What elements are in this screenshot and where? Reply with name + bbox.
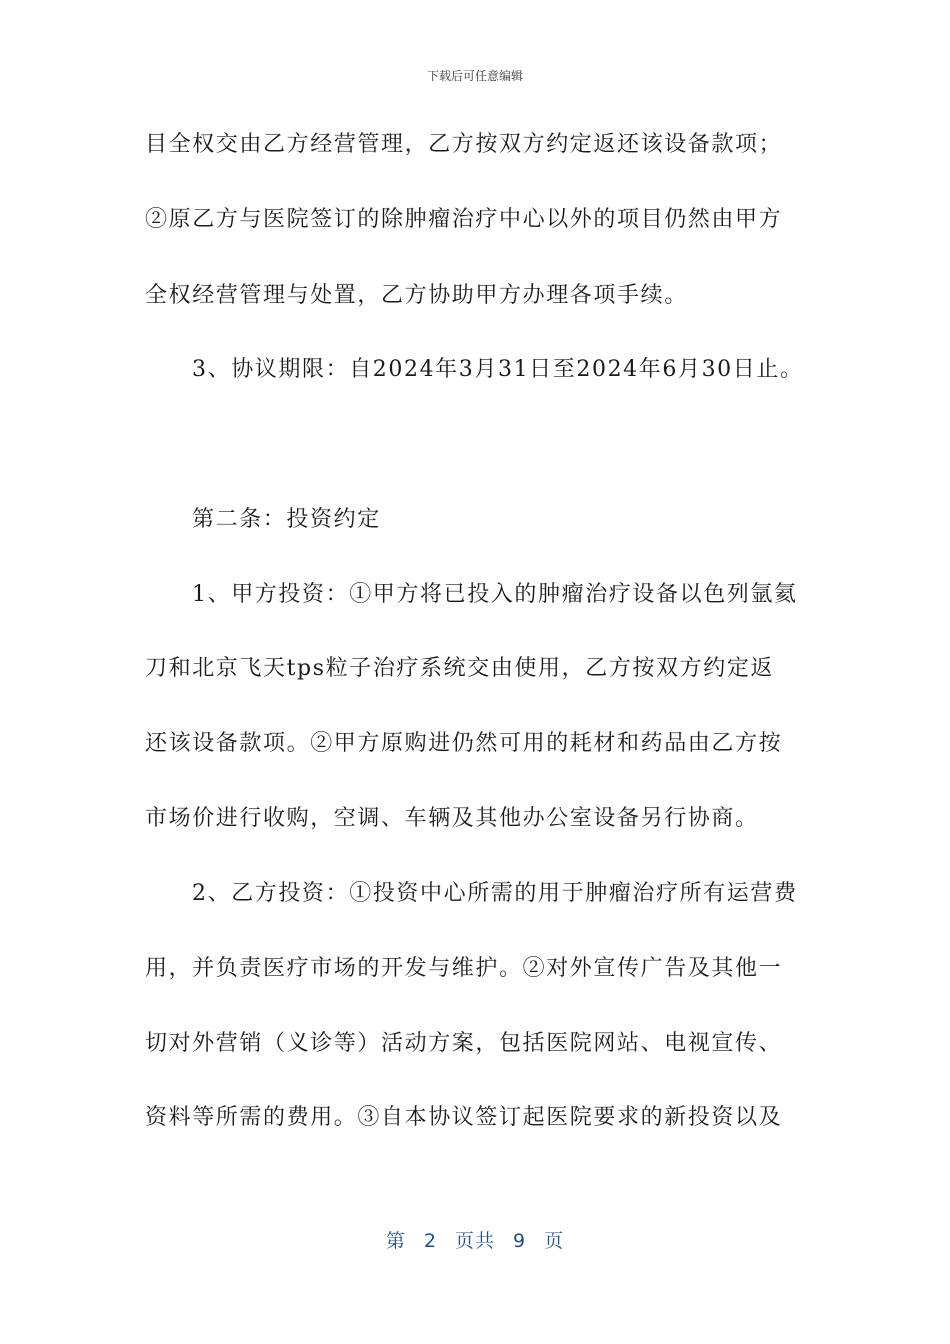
body-line: 目全权交由乙方经营管理，乙方按双方约定返还该设备款项； [145, 132, 783, 157]
body-line: 全权经营管理与处置，乙方协助甲方办理各项手续。 [145, 283, 688, 308]
footer-suffix: 页 [544, 1230, 565, 1252]
body-line: 切对外营销（义诊等）活动方案，包括医院网站、电视宣传、 [145, 1031, 783, 1056]
body-line: 资料等所需的费用。③自本协议签订起医院要求的新投资以及 [145, 1105, 783, 1130]
body-line: ②原乙方与医院签订的除肿瘤治疗中心以外的项目仍然由甲方 [145, 207, 783, 232]
footer-middle: 页共 [454, 1230, 495, 1252]
header-note: 下载后可任意编辑 [426, 69, 523, 83]
body-line: 1、甲方投资：①甲方将已投入的肿瘤治疗设备以色列氩氦 [192, 582, 798, 607]
body-line: 还该设备款项。②甲方原购进仍然可用的耗材和药品由乙方按 [145, 731, 783, 756]
body-line: 用，并负责医疗市场的开发与维护。②对外宣传广告及其他一 [145, 956, 783, 981]
body-line: 市场价进行收购，空调、车辆及其他办公室设备另行协商。 [145, 806, 759, 831]
body-line: 3、协议期限：自2024年3月31日至2024年6月30日止。 [192, 357, 804, 382]
current-page-number: 2 [423, 1230, 437, 1252]
body-line: 刀和北京飞天tps粒子治疗系统交由使用，乙方按双方约定返 [145, 656, 775, 681]
total-pages-number: 9 [513, 1230, 527, 1252]
footer-prefix: 第 [385, 1230, 406, 1252]
page-footer [0, 1226, 950, 1253]
body-line: 2、乙方投资：①投资中心所需的用于肿瘤治疗所有运营费 [192, 881, 798, 906]
section-heading: 第二条：投资约定 [192, 507, 381, 532]
